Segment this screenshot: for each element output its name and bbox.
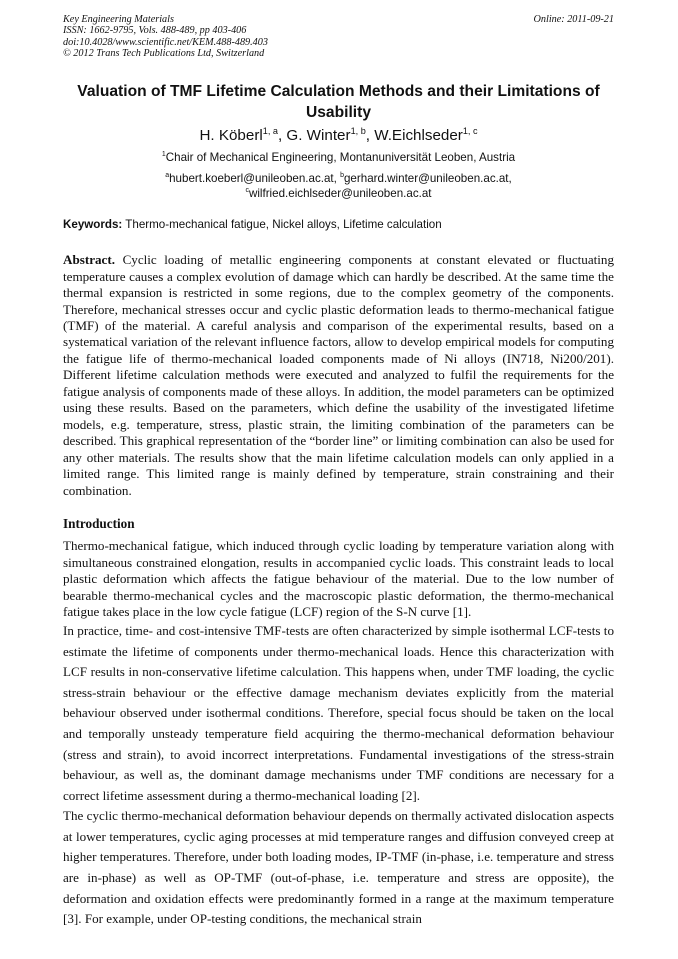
author-affiliation-marker: 1, b <box>350 126 366 137</box>
author-affiliation-marker: 1, c <box>462 126 478 137</box>
affiliation-marker: 1 <box>161 151 166 159</box>
keywords-label: Keywords: <box>63 218 123 232</box>
abstract <box>63 252 614 499</box>
author-affiliation-marker: 1, a <box>262 126 278 137</box>
author-name: H. Köberl <box>199 127 263 145</box>
issn-line: ISSN: 1662-9795, Vols. 488-489, pp 403-406 <box>63 25 247 37</box>
paragraph: In practice, time- and cost-intensive TMF-tests are often characterized by simple isothermal LCF-tests to estimate the lifetime of components under thermo-mechanical loads. Hence this characterization with LCF results in non-conservative lifetime calculation. This happens when, under TMF loading, the cyclic stress-strain behaviour or the effective damage mechanism deviates explicitly from the material behaviour observed under isothermal conditions. Therefore, special focus should be taken on the local and temporally unsteady temperature field acquiring the thermo-mechanical deformation behaviour (stress and strain), to avoid incorrect interpretations. Fundamental investigations of the stress-strain behaviour, as well as, the dominant damage mechanisms under TMF conditions are necessary for a correct lifetime assessment during a thermo-mechanical loading [2]. <box>63 622 614 803</box>
affiliation-text: Chair of Mechanical Engineering, Montanuniversität Leoben, Austria <box>165 151 516 165</box>
email-marker: b <box>340 172 344 180</box>
paragraph: The cyclic thermo-mechanical deformation behaviour depends on thermally activated dislocation aspects at lower temperatures, cyclic aging processes at mid temperature ranges and diffusion conveyed creep at higher temperatures. Therefore, under both loading modes, IP-TMF (in-phase, i.e. temperature and stress are in-phase) as well as OP-TMF (out-of-phase, i.e. temperature and stress are opposite), the deformation and oxidation effects were predominantly formed in a range at the maximum temperature [3]. For example, under OP-testing conditions, the mechanical strain <box>63 808 614 927</box>
keywords-text: Thermo-mechanical fatigue, Nickel alloys, Lifetime calculation <box>125 218 442 232</box>
paper-page <box>63 14 614 930</box>
section-heading-introduction: Introduction <box>63 515 135 531</box>
paragraph: Thermo-mechanical fatigue, which induced through cyclic loading by temperature variation along with simultaneous constrained elongation, results in accompanied cyclic loads. This constraint leads to local plastic deformation which affects the fatigue behaviour of the material. Due to the low number of bearable thermo-mechanical cycles and the macroscopic plastic deformation, the thermo-mechanical fatigue takes place in the low cycle fatigue (LCF) region of the S-N curve [1]. <box>63 537 614 620</box>
email-link[interactable]: gerhard.winter@unileoben.ac.at <box>343 172 509 186</box>
online-date: Online: 2011-09-21 <box>533 14 614 25</box>
paper-title: Valuation of TMF Lifetime Calculation Methods and their Limitations of Usability <box>77 83 600 122</box>
copyright-line: © 2012 Trans Tech Publications Ltd, Switzerland <box>63 47 265 59</box>
email-marker: c <box>245 187 249 195</box>
email-link[interactable]: hubert.koeberl@unileoben.ac.at <box>169 172 334 186</box>
author-name: W.Eichlseder <box>374 127 463 145</box>
author-emails: $^a$hubert.koeberl@unileoben.ac.at, $^b$gerhard.winter@unileoben.ac.at, $^c$wilfried.eichlseder@unileoben.ac.at <box>165 172 512 201</box>
keywords <box>63 218 614 232</box>
email-link[interactable]: wilfried.eichlseder@unileoben.ac.at <box>248 187 432 201</box>
author-list: H. Köberl$^{1, a}$, G. Winter$^{1, b}$, W.Eichlseder$^{1, c}$ <box>199 126 478 145</box>
author-name: G. Winter <box>286 127 351 145</box>
email-marker: a <box>165 172 170 180</box>
journal-header <box>63 14 614 59</box>
affiliation <box>63 151 614 165</box>
abstract-text: Cyclic loading of metallic engineering components at constant elevated or fluctuating temperature causes a complex evolution of damage which can hardly be described. At the same time the thermal expansion is restricted in some regions, due to the complex geometry of the components. Therefore, mechanical stresses occur and cyclic plastic deformation leads to thermo-mechanical fatigue (TMF) of the material. A careful analysis and comparison of the experimental results, based on a systematical variation of the relevant influence factors, allow to develop empirical models for computing the fatigue life of thermo-mechanical loaded components made of Ni alloys (IN718, Ni200/201). Different lifetime calculation methods were executed and analyzed to fulfil the requirements for the fatigue analysis of components made of these alloys. In addition, the model parameters can be optimized using these results. Based on the parameters, which define the usability of the investigated lifetime models, e.g. temperature, stress, plastic strain, the limiting combination of the parameters can be described. This graphical representation of the “border line” or limiting combination can also be used for any other materials. The results show that the main lifetime calculation models can only applied in a limited range. This limited range is mainly defined by temperature, strain constraining and their combination. <box>63 252 614 498</box>
journal-name: Key Engineering Materials <box>63 14 174 25</box>
doi-line: doi:10.4028/www.scientific.net/KEM.488-489.403 <box>63 36 268 48</box>
abstract-label: Abstract. <box>63 252 115 268</box>
